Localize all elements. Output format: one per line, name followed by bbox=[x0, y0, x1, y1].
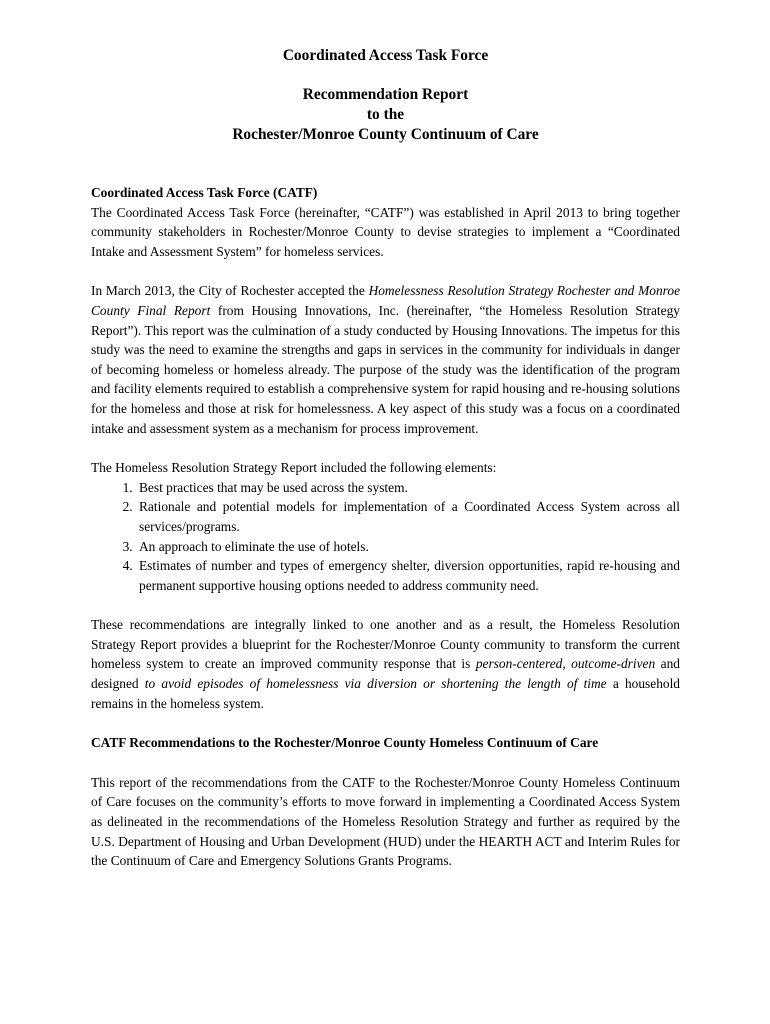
elements-list bbox=[91, 478, 680, 596]
paragraph-recommendations-intro: This report of the recommendations from the CATF to the Rochester/Monroe County Homeless Continuum of Care focuses on the community’s efforts to move forward in implementing a Coordinated Access System as delineated in the recommendations of the Homeless Resolution Strategy and further as required by the U.S. Department of Housing and Urban Development (HUD) under the HEARTH ACT and Interim Rules for the Continuum of Care and Emergency Solutions Grants Programs. bbox=[91, 774, 680, 869]
paragraph-report-background bbox=[91, 281, 680, 438]
text-run: In March 2013, the City of Rochester accepted the bbox=[91, 283, 369, 299]
document-subtitle-recipient: Rochester/Monroe County Continuum of Care bbox=[232, 126, 539, 143]
text-run: These recommendations are integrally linked to one another and as a result, the Homeless Resolution Strategy Report provides a blueprint for the Rochester/Monroe County community to transform the current homeless system to create an improved community response that is bbox=[91, 617, 680, 672]
paragraph-blueprint bbox=[91, 615, 680, 713]
text-run: from Housing Innovations, Inc. (hereinafter, “the Homeless Resolution Strategy Report”). This report was the culmination of a study conducted by Housing Innovations. The impetus for this study was the need to examine the strengths and gaps in services in the community for individuals in danger of becoming homeless or homeless already. The purpose of the study was the identification of the program and facility elements required to establish a comprehensive system for rapid housing and re-housing solutions for the homeless and those at risk for homelessness. A key aspect of this study was a focus on a coordinated intake and assessment system as a mechanism for process improvement. bbox=[91, 302, 680, 436]
document-subtitle: Recommendation Report bbox=[302, 86, 469, 103]
text-run: a household remains in the homeless system. bbox=[91, 676, 680, 711]
section-heading-recommendations: CATF Recommendations to the Rochester/Monroe County Homeless Continuum of Care bbox=[91, 735, 599, 751]
report-title-italic: Homelessness Resolution Strategy Rochester and Monroe County Final Report bbox=[91, 283, 681, 318]
document-title: Coordinated Access Task Force bbox=[282, 47, 489, 64]
list-item: 3. An approach to eliminate the use of hotels. bbox=[136, 537, 680, 557]
list-item: 2. Rationale and potential models for implementation of a Coordinated Access System across all services/programs. bbox=[136, 497, 680, 536]
list-item: 1. Best practices that may be used across the system. bbox=[136, 478, 680, 498]
italic-run: person-centered bbox=[475, 656, 563, 672]
document-page bbox=[91, 46, 680, 871]
text-run: , bbox=[562, 656, 572, 672]
section-heading-catf: Coordinated Access Task Force (CATF) bbox=[91, 185, 318, 200]
document-subtitle-connector: to the bbox=[366, 106, 405, 123]
italic-run: to avoid episodes of homelessness via diversion or shortening the length of time bbox=[144, 676, 607, 692]
list-item: 4. Estimates of number and types of emergency shelter, diversion opportunities, rapid re-housing and permanent supportive housing options needed to address community need. bbox=[136, 556, 680, 595]
italic-run: outcome-driven bbox=[571, 656, 656, 672]
document-title-block bbox=[91, 46, 680, 145]
list-intro: The Homeless Resolution Strategy Report included the following elements: bbox=[91, 460, 497, 476]
text-run: and designed bbox=[91, 656, 680, 692]
paragraph-catf-intro: The Coordinated Access Task Force (hereinafter, “CATF”) was established in April 2013 to bring together community stakeholders in Rochester/Monroe County to devise strategies to implement a “Coordinated Intake and Assessment System” for homeless services. bbox=[91, 204, 680, 259]
